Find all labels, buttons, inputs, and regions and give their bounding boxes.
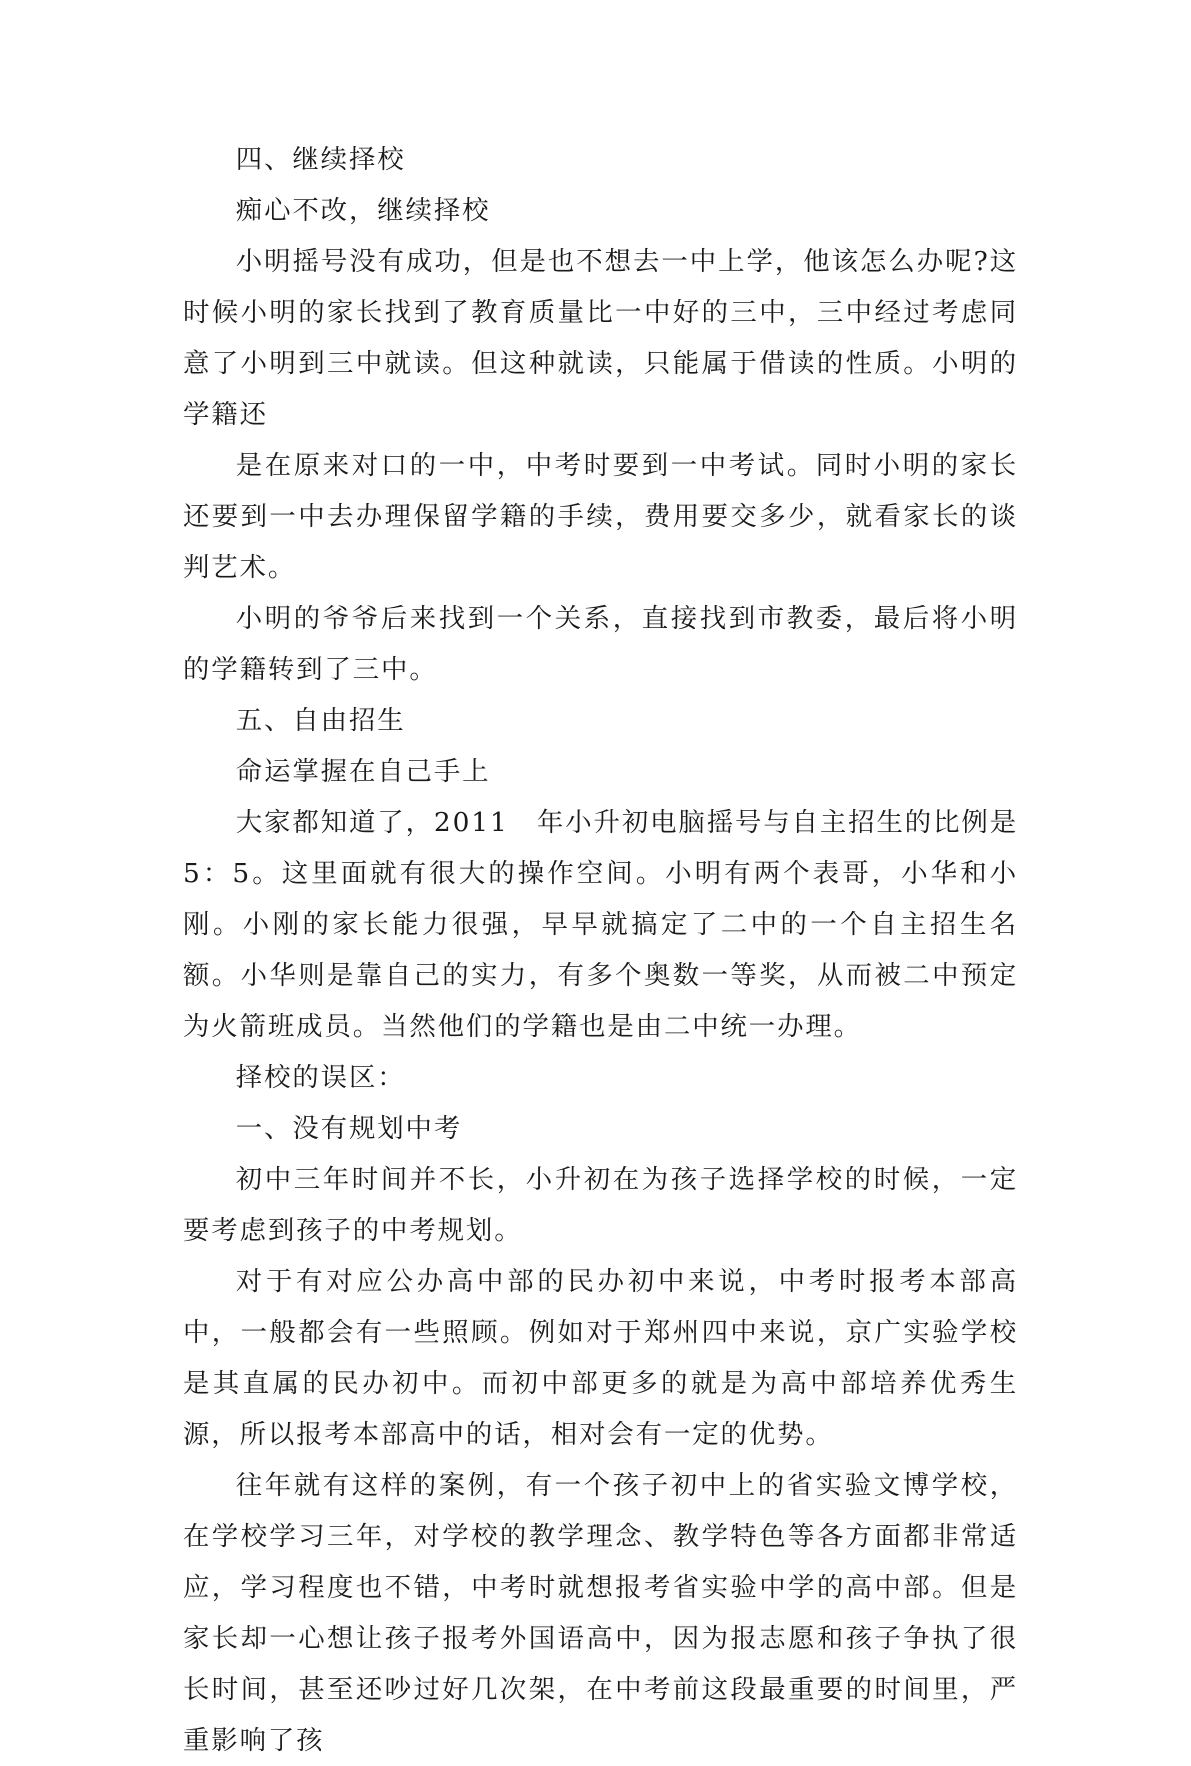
body-paragraph: 对于有对应公办高中部的民办初中来说，中考时报考本部高中，一般都会有一些照顾。例如对于郑州四中来说，京广实验学校是其直属的民办初中。而初中部更多的就是为高中部培养优秀生源，所以报考本部高中的话，相对会有一定的优势。 — [183, 1266, 1018, 1450]
document-body — [183, 134, 1018, 1766]
body-paragraph: 是在原来对口的一中，中考时要到一中考试。同时小明的家长还要到一中去办理保留学籍的手续，费用要交多少，就看家长的谈判艺术。 — [183, 450, 1018, 583]
subheading-fate: 命运掌握在自己手上 — [235, 756, 491, 787]
section-heading-continue-school-choice: 四、继续择校 — [235, 144, 406, 175]
body-paragraph: 初中三年时间并不长，小升初在为孩子选择学校的时候，一定要考虑到孩子的中考规划。 — [183, 1164, 1018, 1246]
body-paragraph: 大家都知道了，2011 年小升初电脑摇号与自主招生的比例是 5：5。这里面就有很大的操作空间。小明有两个表哥，小华和小刚。小刚的家长能力很强，早早就搞定了二中的一个自主招生名额。小华则是靠自己的实力，有多个奥数一等奖，从而被二中预定为火箭班成员。当然他们的学籍也是由二中统一办理。 — [183, 807, 1018, 1042]
section-heading-free-enrollment: 五、自由招生 — [235, 705, 406, 736]
body-paragraph: 往年就有这样的案例，有一个孩子初中上的省实验文博学校，在学校学习三年，对学校的教学理念、教学特色等各方面都非常适应，学习程度也不错，中考时就想报考省实验中学的高中部。但是家长却一心想让孩子报考外国语高中，因为报志愿和孩子争执了很长时间，甚至还吵过好几次架，在中考前这段最重要的时间里，严重影响了孩 — [183, 1470, 1018, 1756]
body-paragraph: 小明的爷爷后来找到一个关系，直接找到市教委，最后将小明的学籍转到了三中。 — [183, 603, 1018, 685]
section-heading-misconceptions: 择校的误区： — [235, 1062, 406, 1093]
body-paragraph: 小明摇号没有成功，但是也不想去一中上学，他该怎么办呢?这时候小明的家长找到了教育质量比一中好的三中，三中经过考虑同意了小明到三中就读。但这种就读，只能属于借读的性质。小明的学籍还 — [183, 246, 1018, 430]
subheading-persist: 痴心不改，继续择校 — [235, 195, 491, 226]
subheading-no-plan: 一、没有规划中考 — [235, 1113, 463, 1144]
